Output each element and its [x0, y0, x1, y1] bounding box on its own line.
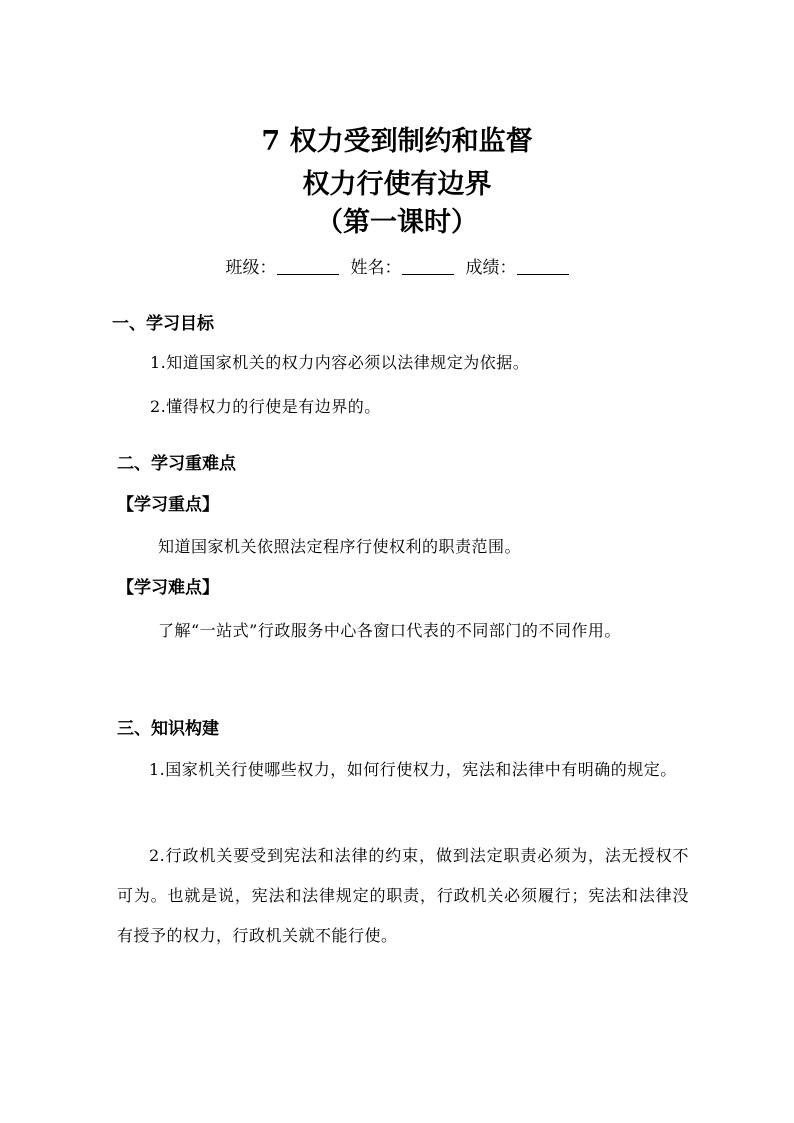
- key-point-label: 【学习重点】: [117, 495, 219, 515]
- student-info-row: [0, 256, 794, 280]
- class-label: 班级：: [225, 258, 277, 278]
- lesson-title: 7 权力受到制约和监督: [261, 126, 533, 157]
- name-blank[interactable]: [402, 256, 454, 275]
- difficult-point-label: 【学习难点】: [117, 578, 219, 598]
- difficult-point-text: 了解“一站式”行政服务中心各窗口代表的不同部门的不同作用。: [158, 621, 621, 640]
- knowledge-paragraph: 2.行政机关要受到宪法和法律的约束，做到法定职责必须为，法无授权不可为。也就是说，宪法和法律规定的职责，行政机关必须履行；宪法和法律没有授予的权力，行政机关就不能行使。: [117, 846, 689, 945]
- key-point-text: 知道国家机关依照法定程序行使权利的职责范围。: [158, 537, 522, 556]
- section-heading-goals: 一、学习目标: [112, 314, 214, 334]
- score-blank[interactable]: [517, 256, 569, 275]
- score-label: 成绩：: [465, 258, 517, 278]
- goal-item: 2.懂得权力的行使是有边界的。: [150, 397, 381, 416]
- goal-item: 1.知道国家机关的权力内容必须以法律规定为依据。: [150, 353, 530, 372]
- class-blank[interactable]: [277, 256, 339, 275]
- lesson-period: （第一课时）: [316, 207, 478, 238]
- section-heading-key-points: 二、学习重难点: [117, 454, 236, 474]
- knowledge-paragraph: 1.国家机关行使哪些权力，如何行使权力，宪法和法律中有明确的规定。: [149, 760, 677, 779]
- section-heading-knowledge: 三、知识构建: [117, 719, 219, 739]
- name-label: 姓名：: [350, 258, 402, 278]
- lesson-subtitle: 权力行使有边界: [302, 169, 492, 200]
